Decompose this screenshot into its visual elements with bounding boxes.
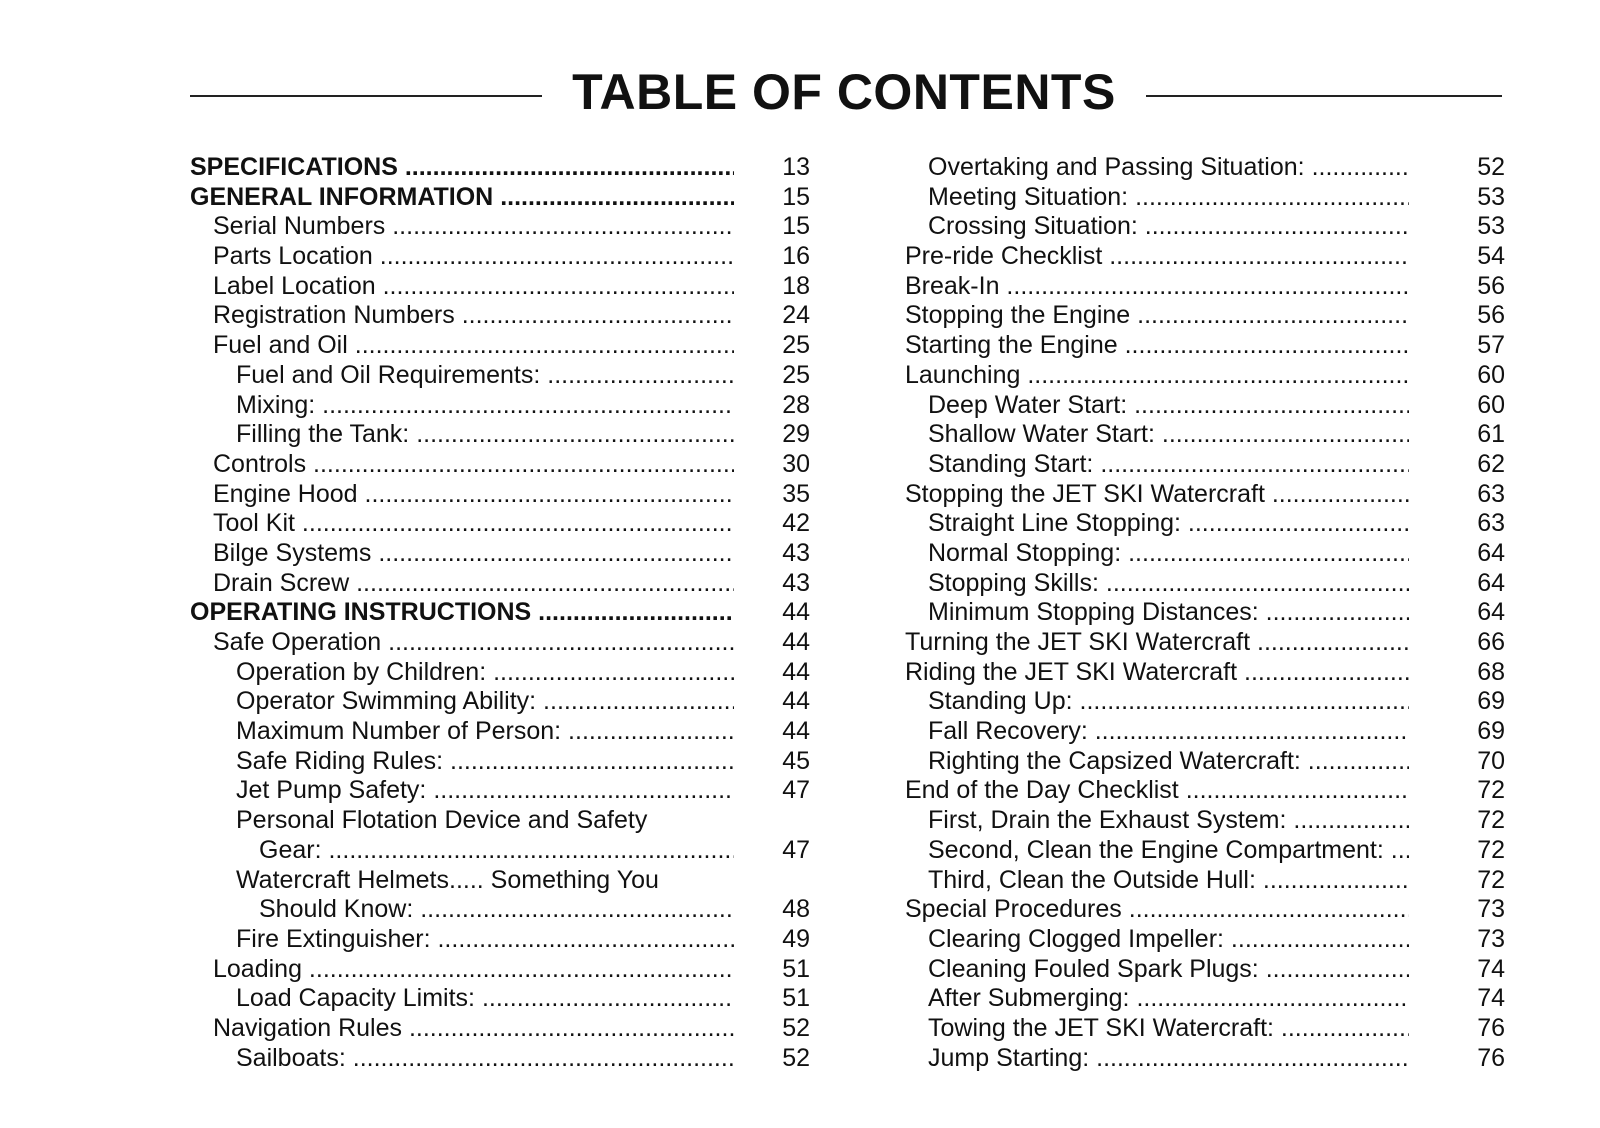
toc-entry-label: Parts Location ..... [213, 242, 734, 272]
toc-entry[interactable] [905, 866, 1505, 896]
toc-entry-page: 53 [1477, 182, 1505, 211]
toc-entry-label: Break-In ..... [905, 272, 1409, 302]
toc-entry[interactable] [190, 183, 810, 213]
toc-entry[interactable] [905, 1014, 1505, 1044]
toc-entry-page: 68 [1477, 657, 1505, 686]
toc-entry-label: Drain Screw ..... [213, 569, 734, 599]
toc-entry-label: Stopping Skills: ..... [928, 569, 1409, 599]
toc-entry-page: 72 [1477, 776, 1505, 805]
toc-entry[interactable] [190, 420, 810, 450]
toc-entry-page: 49 [782, 924, 810, 953]
toc-entry-label: Shallow Water Start: ..... [928, 420, 1409, 450]
toc-entry[interactable] [905, 1044, 1505, 1074]
toc-entry-label: End of the Day Checklist ..... [905, 776, 1409, 806]
toc-entry-label: Bilge Systems ..... [213, 539, 734, 569]
toc-entry-label: Clearing Clogged Impeller: ..... [928, 925, 1409, 955]
toc-entry[interactable] [905, 598, 1505, 628]
toc-entry-page: 56 [1477, 271, 1505, 300]
toc-entry[interactable] [190, 628, 810, 658]
toc-entry[interactable] [905, 331, 1505, 361]
toc-entry-label: Fuel and Oil ..... [213, 331, 734, 361]
toc-entry[interactable] [905, 806, 1505, 836]
toc-entry-page: 43 [782, 538, 810, 567]
toc-entry-label: Standing Start: ..... [928, 450, 1409, 480]
toc-entry[interactable] [190, 836, 810, 866]
toc-entry[interactable] [905, 658, 1505, 688]
toc-entry-label: Minimum Stopping Distances: ..... [928, 598, 1409, 628]
toc-entry-page: 76 [1477, 1043, 1505, 1072]
toc-entry[interactable] [905, 687, 1505, 717]
toc-entry[interactable] [905, 539, 1505, 569]
toc-entry[interactable] [905, 895, 1505, 925]
toc-entry-label: Fuel and Oil Requirements: ..... [236, 361, 734, 391]
toc-entry-page: 30 [782, 449, 810, 478]
toc-entry-page: 28 [782, 390, 810, 419]
toc-entry-label: Mixing: ..... [236, 391, 734, 421]
toc-entry[interactable] [190, 301, 810, 331]
toc-entry-label: OPERATING INSTRUCTIONS ..... [190, 598, 734, 628]
toc-entry[interactable] [905, 628, 1505, 658]
toc-entry-page: 44 [782, 657, 810, 686]
toc-entry-label: Fire Extinguisher: ..... [236, 925, 734, 955]
toc-entry-label: After Submerging: ..... [928, 984, 1409, 1014]
toc-entry-label: Riding the JET SKI Watercraft ..... [905, 658, 1409, 688]
toc-entry-label: Crossing Situation: ..... [928, 212, 1409, 242]
toc-entry-page: 53 [1477, 212, 1505, 241]
toc-entry-label: Serial Numbers ..... [213, 212, 734, 242]
toc-entry[interactable] [190, 984, 810, 1014]
toc-entry-label: First, Drain the Exhaust System: ..... [928, 806, 1409, 836]
title-row [190, 62, 1502, 122]
toc-entry[interactable] [190, 658, 810, 688]
toc-entry-page: 35 [782, 479, 810, 508]
toc-entry[interactable] [190, 272, 810, 302]
toc-entry-label: Deep Water Start: ..... [928, 391, 1409, 421]
toc-entry[interactable] [190, 391, 810, 421]
toc-entry[interactable] [190, 687, 810, 717]
toc-entry[interactable] [905, 301, 1505, 331]
toc-entry-page: 45 [782, 746, 810, 775]
toc-entry-page: 29 [782, 420, 810, 449]
toc-entry[interactable] [905, 925, 1505, 955]
toc-entry-label: Cleaning Fouled Spark Plugs: ..... [928, 955, 1409, 985]
title-rule-left [190, 95, 542, 97]
toc-entry-label: Towing the JET SKI Watercraft: ..... [928, 1014, 1409, 1044]
toc-entry-page: 72 [1477, 835, 1505, 864]
toc-entry[interactable] [905, 183, 1505, 213]
toc-entry-label: Overtaking and Passing Situation: ..... [928, 153, 1409, 183]
toc-entry-page: 73 [1477, 924, 1505, 953]
toc-entry[interactable] [905, 242, 1505, 272]
toc-column-right [905, 153, 1505, 1073]
toc-entry-label: Pre-ride Checklist ..... [905, 242, 1409, 272]
toc-entry[interactable] [190, 895, 810, 925]
toc-entry-label: Second, Clean the Engine Compartment: ..... [928, 836, 1409, 866]
toc-entry-label: Righting the Capsized Watercraft: ..... [928, 747, 1409, 777]
toc-entry[interactable] [905, 747, 1505, 777]
toc-entry-page: 52 [782, 1043, 810, 1072]
toc-entry-page: 74 [1477, 984, 1505, 1013]
toc-entry-page: 52 [782, 1013, 810, 1042]
toc-entry-page: 61 [1477, 420, 1505, 449]
toc-entry-label: SPECIFICATIONS ..... [190, 153, 734, 183]
toc-entry-page: 63 [1477, 479, 1505, 508]
toc-entry[interactable] [905, 480, 1505, 510]
page-title: TABLE OF CONTENTS [572, 64, 1116, 120]
toc-entry-label: Controls ..... [213, 450, 734, 480]
toc-entry-page: 62 [1477, 449, 1505, 478]
toc-entry[interactable] [190, 1044, 810, 1074]
toc-entry-page: 66 [1477, 628, 1505, 656]
toc-entry-page: 52 [1477, 153, 1505, 181]
toc-entry[interactable] [190, 776, 810, 806]
toc-entry-label: Navigation Rules ..... [213, 1014, 734, 1044]
toc-entry[interactable] [905, 450, 1505, 480]
toc-entry-page: 44 [782, 598, 810, 627]
toc-entry-label: Registration Numbers ..... [213, 301, 734, 331]
toc-entry-label: Stopping the JET SKI Watercraft ..... [905, 480, 1409, 510]
toc-entry-page: 69 [1477, 687, 1505, 716]
toc-entry-label: Personal Flotation Device and Safety [236, 806, 648, 835]
toc-column-left [190, 153, 810, 1073]
toc-entry-page: 24 [782, 301, 810, 330]
toc-entry-label: GENERAL INFORMATION ..... [190, 183, 734, 213]
toc-entry-page: 51 [782, 984, 810, 1013]
toc-entry-label: Launching ..... [905, 361, 1409, 391]
toc-entry[interactable] [905, 836, 1505, 866]
toc-entry-page: 42 [782, 509, 810, 538]
toc-entry-label: Straight Line Stopping: ..... [928, 509, 1409, 539]
toc-entry-page: 69 [1477, 717, 1505, 746]
toc-entry-label: Should Know: ..... [259, 895, 734, 925]
toc-entry-label: Load Capacity Limits: ..... [236, 984, 734, 1014]
toc-entry-label: Meeting Situation: ..... [928, 183, 1409, 213]
toc-entry-label: Safe Riding Rules: ..... [236, 747, 734, 777]
toc-entry[interactable] [190, 212, 810, 242]
toc-entry-label: Normal Stopping: ..... [928, 539, 1409, 569]
toc-entry[interactable] [190, 955, 810, 985]
toc-entry-label: Fall Recovery: ..... [928, 717, 1409, 747]
toc-entry-page: 44 [782, 687, 810, 716]
toc-entry-page: 44 [782, 717, 810, 746]
toc-entry-label: Turning the JET SKI Watercraft ..... [905, 628, 1409, 658]
toc-entry-page: 64 [1477, 538, 1505, 567]
toc-entry-page: 15 [782, 212, 810, 241]
toc-entry[interactable] [190, 747, 810, 777]
toc-entry-page: 64 [1477, 598, 1505, 627]
toc-entry[interactable] [190, 806, 810, 836]
toc-entry-page: 64 [1477, 568, 1505, 597]
toc-entry-page: 16 [782, 242, 810, 271]
toc-entry-label: Jump Starting: ..... [928, 1044, 1409, 1074]
toc-entry-label: Maximum Number of Person: ..... [236, 717, 734, 747]
toc-entry[interactable] [190, 539, 810, 569]
toc-entry[interactable] [905, 391, 1505, 421]
toc-entry-page: 73 [1477, 895, 1505, 924]
toc-entry-label: Label Location ..... [213, 272, 734, 302]
toc-entry-label: Filling the Tank: ..... [236, 420, 734, 450]
toc-entry-page: 72 [1477, 865, 1505, 894]
toc-entry-page: 63 [1477, 509, 1505, 538]
toc-entry-page: 25 [782, 360, 810, 389]
toc-entry[interactable] [190, 509, 810, 539]
toc-entry-page: 47 [782, 835, 810, 864]
toc-entry-label: Sailboats: ..... [236, 1044, 734, 1074]
toc-entry[interactable] [905, 569, 1505, 599]
toc-entry[interactable] [905, 272, 1505, 302]
title-rule-right [1146, 95, 1502, 97]
toc-entry-page: 74 [1477, 954, 1505, 983]
toc-entry-page: 76 [1477, 1013, 1505, 1042]
toc-entry-page: 43 [782, 568, 810, 597]
toc-entry-page: 51 [782, 954, 810, 983]
toc-entry[interactable] [190, 450, 810, 480]
toc-entry-page: 72 [1477, 806, 1505, 835]
toc-entry-label: Operator Swimming Ability: ..... [236, 687, 734, 717]
toc-entry[interactable] [905, 509, 1505, 539]
toc-entry-page: 18 [782, 271, 810, 300]
toc-entry-label: Engine Hood ..... [213, 480, 734, 510]
toc-entry[interactable] [190, 1014, 810, 1044]
toc-entry[interactable] [905, 984, 1505, 1014]
toc-entry-label: Starting the Engine ..... [905, 331, 1409, 361]
toc-entry-page: 13 [782, 153, 810, 181]
toc-entry-label: Jet Pump Safety: ..... [236, 776, 734, 806]
toc-entry-label: Standing Up: ..... [928, 687, 1409, 717]
toc-entry[interactable] [190, 361, 810, 391]
toc-entry-label: Watercraft Helmets..... Something You [236, 865, 659, 894]
toc-entry-page: 15 [782, 182, 810, 211]
toc-entry-label: Gear: ..... [259, 836, 734, 866]
toc-entry-page: 44 [782, 628, 810, 656]
toc-entry-label: Third, Clean the Outside Hull: ..... [928, 866, 1409, 896]
toc-entry-label: Loading ..... [213, 955, 734, 985]
toc-entry-page: 57 [1477, 331, 1505, 360]
toc-entry-page: 54 [1477, 242, 1505, 271]
toc-entry[interactable] [190, 153, 810, 183]
toc-entry-label: Special Procedures ..... [905, 895, 1409, 925]
toc-entry[interactable] [190, 480, 810, 510]
toc-entry[interactable] [905, 717, 1505, 747]
toc-entry[interactable] [190, 331, 810, 361]
toc-entry-label: Operation by Children: ..... [236, 658, 734, 688]
toc-entry-page: 25 [782, 331, 810, 360]
toc-entry[interactable] [190, 717, 810, 747]
toc-entry-page: 48 [782, 895, 810, 924]
toc-entry-page: 47 [782, 776, 810, 805]
toc-entry[interactable] [905, 420, 1505, 450]
toc-entry-page: 60 [1477, 390, 1505, 419]
toc-entry-page: 70 [1477, 746, 1505, 775]
toc-entry-label: Tool Kit ..... [213, 509, 734, 539]
toc-entry[interactable] [905, 212, 1505, 242]
toc-entry[interactable] [905, 955, 1505, 985]
toc-entry[interactable] [905, 153, 1505, 183]
toc-entry[interactable] [190, 598, 810, 628]
toc-entry[interactable] [905, 776, 1505, 806]
toc-entry-page: 60 [1477, 360, 1505, 389]
toc-entry[interactable] [190, 242, 810, 272]
toc-entry[interactable] [190, 569, 810, 599]
toc-entry-label: Stopping the Engine ..... [905, 301, 1409, 331]
toc-entry[interactable] [905, 361, 1505, 391]
toc-entry-page: 56 [1477, 301, 1505, 330]
toc-entry-label: Safe Operation ..... [213, 628, 734, 658]
toc-entry[interactable] [190, 866, 810, 896]
toc-entry[interactable] [190, 925, 810, 955]
